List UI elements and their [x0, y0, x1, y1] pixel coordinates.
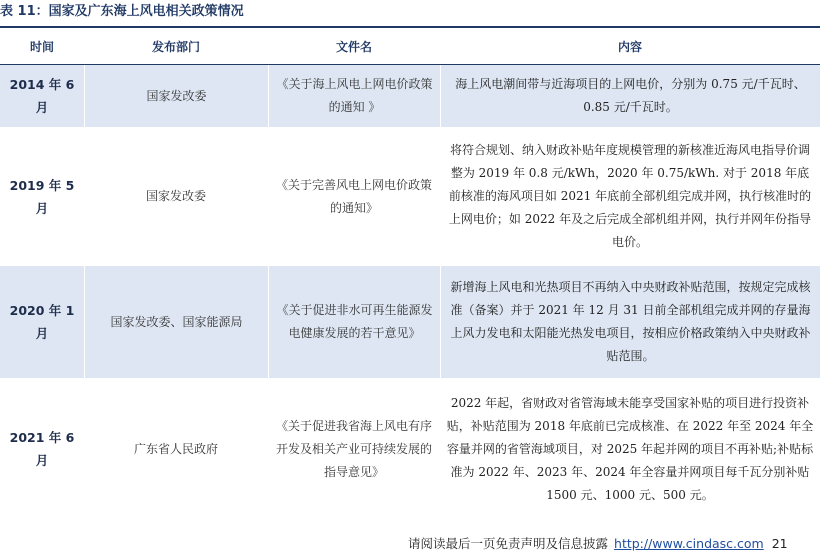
- row-file: 《关于促进我省海上风电有序开发及相关产业可持续发展的指导意见》: [268, 380, 440, 520]
- page-number: 21: [771, 537, 788, 551]
- table-row: [0, 380, 820, 520]
- table-caption: 表 11：国家及广东海上风电相关政策情况: [0, 4, 244, 19]
- disclaimer-text: 请阅读最后一页免责声明及信息披露: [408, 537, 609, 551]
- row-time: 2021 年 6 月: [0, 380, 84, 520]
- row-time: 2020 年 1 月: [0, 266, 84, 380]
- row-time: 2014 年 6 月: [0, 65, 84, 129]
- table-row: [0, 266, 820, 380]
- row-dept: 国家发改委: [84, 65, 268, 129]
- header-file: 文件名: [268, 26, 440, 65]
- table-row: [0, 129, 820, 266]
- row-dept: 国家发改委、国家能源局: [84, 266, 268, 380]
- row-content: 新增海上风电和光热项目不再纳入中央财政补贴范围，按规定完成核准（备案）并于 2021 年 12 月 31 日前全部机组完成并网的存量海上风力发电和太阳能光热发电项目，按相应价格政策纳入中央财政补贴范围。: [440, 266, 820, 380]
- table-header-row: [0, 26, 820, 65]
- row-dept: 国家发改委: [84, 129, 268, 266]
- header-time: 时间: [0, 26, 84, 65]
- table-row: [0, 65, 820, 129]
- row-file: 《关于完善风电上网电价政策的通知》: [268, 129, 440, 266]
- row-file: 《关于海上风电上网电价政策的通知 》: [268, 65, 440, 129]
- row-content: 2022 年起，省财政对省管海域未能享受国家补贴的项目进行投资补贴，补贴范围为 2018 年底前已完成核准、在 2022 年至 2024 年全容量并网的省管海域项目，对 2025 年起并网的项目不再补贴;补贴标准为 2022 年、2023 年、2024 年全容量并网项目每千瓦分别补贴 1500 元、1000 元、500 元。: [440, 380, 820, 520]
- policy-table: [0, 26, 820, 520]
- row-content: 将符合规划、纳入财政补贴年度规模管理的新核准近海风电指导价调整为 2019 年 0.8 元/kWh，2020 年 0.75/kWh. 对于 2018 年底前核准的海风项目如 2021 年底前全部机组完成并网，执行核准时的上网电价；如 2022 年及之后完成全部机组并网，执行并网年份指导电价。: [440, 129, 820, 266]
- row-dept: 广东省人民政府: [84, 380, 268, 520]
- header-dept: 发布部门: [84, 26, 268, 65]
- row-time: 2019 年 5 月: [0, 129, 84, 266]
- row-content: 海上风电潮间带与近海项目的上网电价，分别为 0.75 元/千瓦时、0.85 元/千瓦时。: [440, 65, 820, 129]
- header-content: 内容: [440, 26, 820, 65]
- row-file: 《关于促进非水可再生能源发电健康发展的若干意见》: [268, 266, 440, 380]
- page-footer: [408, 537, 788, 551]
- website-link[interactable]: http://www.cindasc.com: [614, 537, 764, 551]
